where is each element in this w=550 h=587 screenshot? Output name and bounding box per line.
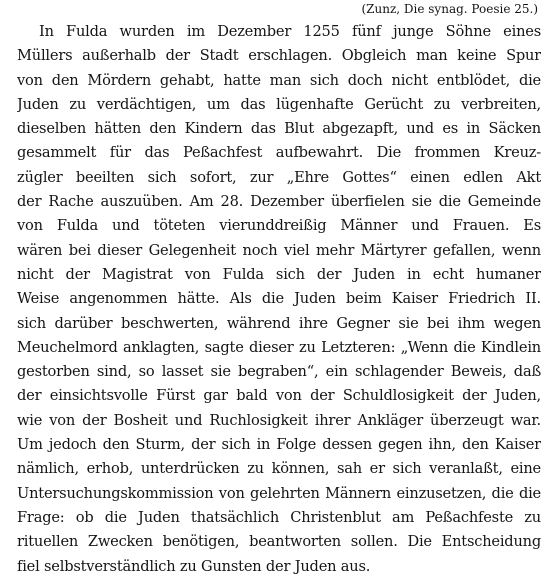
text-line: wären bei dieser Gelegenheit noch viel mehr Märtyrer gefallen, wenn [17, 241, 541, 259]
text-line: nämlich, erhob, unterdrücken zu können, sah er sich veranlaßt, eine [17, 460, 541, 478]
text-line: Frage: ob die Juden thatsächlich Christenblut am Peßachfeste zu [17, 508, 541, 526]
text-line: sich darüber beschwerten, während ihre Gegner sie bei ihm wegen [17, 314, 541, 332]
text-line: der einsichtsvolle Fürst gar bald von der Schuldlosigkeit der Juden, [17, 387, 541, 405]
text-line: Meuchelmord anklagten, sagte dieser zu Letzteren: „Wenn die Kindlein [17, 338, 541, 356]
text-line: nicht der Magistrat von Fulda sich der Juden in echt humaner [17, 265, 541, 283]
text-line: zügler beeilten sich sofort, zur „Ehre Gottes“ einen edlen Akt [17, 168, 541, 186]
paragraph [17, 20, 541, 579]
text-line: dieselben hätten den Kindern das Blut abgezapft, und es in Säcken [17, 120, 541, 138]
text-line: von Fulda und töteten vierunddreißig Männer und Frauen. Es [17, 217, 541, 235]
text-line: rituellen Zwecken benötigen, beantworten sollen. Die Entscheidung [17, 533, 541, 551]
text-line: wie von der Bosheit und Ruchlosigkeit ihrer Ankläger überzeugt war. [17, 411, 541, 429]
text-line: Um jedoch den Sturm, der sich in Folge dessen gegen ihn, den Kaiser [17, 436, 541, 454]
text-line: Juden zu verdächtigen, um das lügenhafte Gerücht zu verbreiten, [17, 95, 541, 113]
source-reference: (Zunz, Die synag. Poesie 25.) [361, 2, 538, 16]
text-line: Weise angenommen hätte. Als die Juden beim Kaiser Friedrich II. [17, 290, 541, 308]
text-line: gesammelt für das Peßachfest aufbewahrt. Die frommen Kreuz- [17, 144, 541, 162]
text-line: In Fulda wurden im Dezember 1255 fünf junge Söhne eines [39, 23, 541, 40]
text-line: von den Mördern gehabt, hatte man sich doch nicht entblödet, die [17, 71, 541, 89]
text-line: Müllers außerhalb der Stadt erschlagen. Obgleich man keine Spur [17, 47, 541, 65]
text-line: der Rache auszuüben. Am 28. Dezember überfielen sie die Gemeinde [17, 193, 541, 211]
text-line: gestorben sind, so lasset sie begraben“, ein schlagender Beweis, daß [17, 363, 541, 381]
text-line: fiel selbstverständlich zu Gunsten der Juden aus. [17, 557, 371, 575]
text-line: Untersuchungskommission von gelehrten Männern einzusetzen, die die [17, 484, 541, 502]
